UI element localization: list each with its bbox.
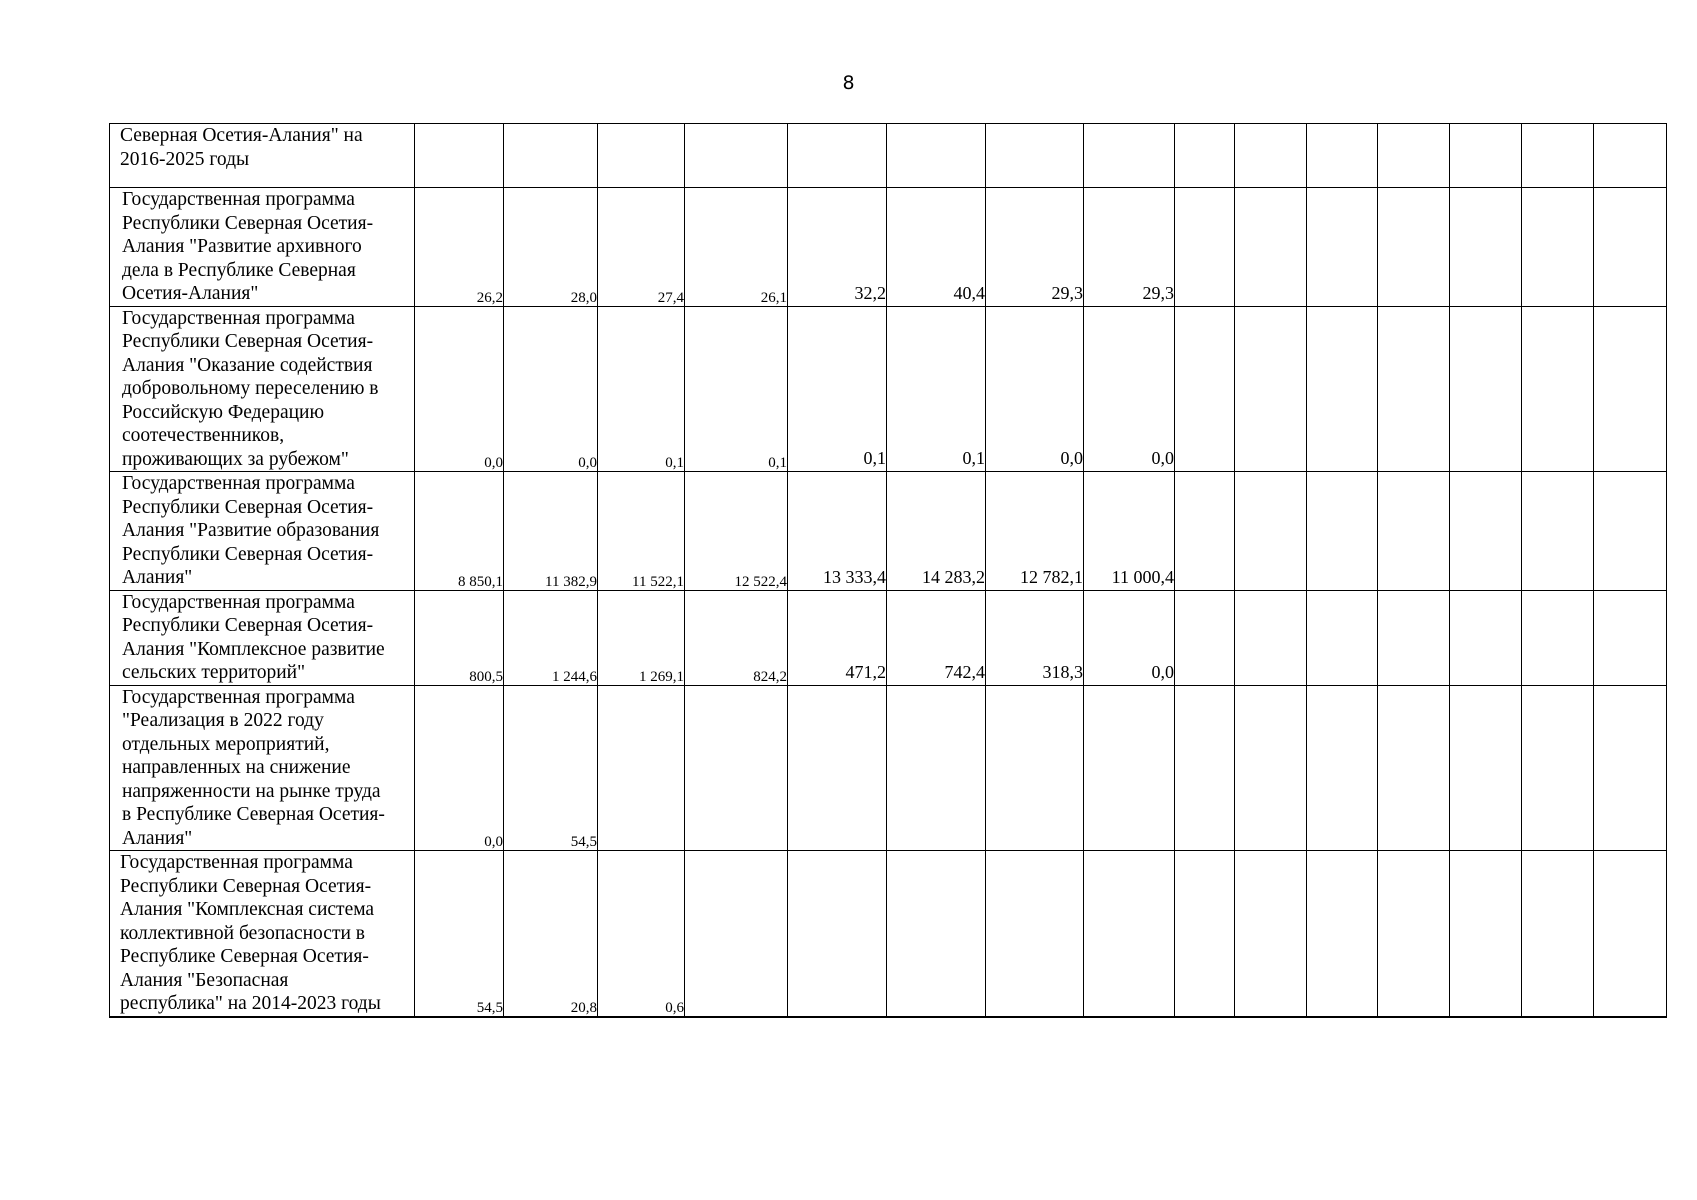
value-cell: 13 333,4 xyxy=(788,472,887,591)
value-cell: 742,4 xyxy=(887,590,986,685)
empty-cell xyxy=(1378,188,1450,307)
value-cell: 26,1 xyxy=(685,188,788,307)
program-name: Государственная программа Республики Северная Осетия- Алания "Комплексная система коллективной безопасности в Республике Северная Осетия- Алания "Безопасная республика" на 2014-2023 годы xyxy=(120,852,381,1014)
value-cell: 0,0 xyxy=(1084,590,1175,685)
value-cell: 8 850,1 xyxy=(415,472,504,591)
value-cell: 0,1 xyxy=(598,306,685,472)
value-cell xyxy=(887,851,986,1017)
empty-cell xyxy=(1594,685,1667,851)
value-cell xyxy=(1084,685,1175,851)
value-cell: 824,2 xyxy=(685,590,788,685)
value-cell: 1 244,6 xyxy=(504,590,598,685)
empty-cell xyxy=(1378,306,1450,472)
program-name-cell xyxy=(110,124,415,188)
empty-cell xyxy=(1175,124,1235,188)
value-cell xyxy=(986,685,1084,851)
value-cell: 11 522,1 xyxy=(598,472,685,591)
empty-cell xyxy=(1175,306,1235,472)
program-name: Государственная программа Республики Северная Осетия- Алания "Оказание содействия добровольному переселению в Российскую Федерацию соотечественников, проживающих за рубежом" xyxy=(122,307,379,470)
empty-cell xyxy=(1175,188,1235,307)
program-name: Северная Осетия-Алания" на 2016-2025 годы xyxy=(120,125,363,170)
value-cell xyxy=(685,124,788,188)
empty-cell xyxy=(1307,188,1378,307)
empty-cell xyxy=(1450,124,1522,188)
program-name-cell xyxy=(110,851,415,1017)
table-row xyxy=(110,124,1667,188)
empty-cell xyxy=(1307,851,1378,1017)
page-number: 8 xyxy=(842,72,855,94)
empty-cell xyxy=(1378,685,1450,851)
value-cell: 29,3 xyxy=(1084,188,1175,307)
table-row xyxy=(110,851,1667,1017)
value-cell: 54,5 xyxy=(415,851,504,1017)
empty-cell xyxy=(1235,590,1307,685)
value-cell: 54,5 xyxy=(504,685,598,851)
value-cell: 800,5 xyxy=(415,590,504,685)
empty-cell xyxy=(1594,188,1667,307)
value-cell: 11 382,9 xyxy=(504,472,598,591)
value-cell: 27,4 xyxy=(598,188,685,307)
empty-cell xyxy=(1235,188,1307,307)
program-name-cell xyxy=(110,472,415,591)
empty-cell xyxy=(1450,306,1522,472)
empty-cell xyxy=(1594,590,1667,685)
value-cell: 14 283,2 xyxy=(887,472,986,591)
empty-cell xyxy=(1175,590,1235,685)
value-cell: 0,0 xyxy=(504,306,598,472)
value-cell: 28,0 xyxy=(504,188,598,307)
empty-cell xyxy=(1594,124,1667,188)
program-name: Государственная программа Республики Северная Осетия- Алания "Развитие образования Республики Северная Осетия- Алания" xyxy=(122,473,380,588)
empty-cell xyxy=(1594,306,1667,472)
program-name: Государственная программа Республики Северная Осетия- Алания "Развитие архивного дела в Республике Северная Осетия-Алания" xyxy=(122,189,374,304)
value-cell xyxy=(986,851,1084,1017)
empty-cell xyxy=(1522,124,1594,188)
program-name-cell xyxy=(110,306,415,472)
value-cell xyxy=(415,124,504,188)
value-cell: 0,1 xyxy=(887,306,986,472)
empty-cell xyxy=(1235,472,1307,591)
table-row xyxy=(110,472,1667,591)
value-cell: 26,2 xyxy=(415,188,504,307)
value-cell xyxy=(598,124,685,188)
empty-cell xyxy=(1235,124,1307,188)
table-row xyxy=(110,306,1667,472)
empty-cell xyxy=(1307,306,1378,472)
table-row xyxy=(110,685,1667,851)
empty-cell xyxy=(1307,472,1378,591)
value-cell xyxy=(685,851,788,1017)
empty-cell xyxy=(1378,124,1450,188)
empty-cell xyxy=(1522,188,1594,307)
empty-cell xyxy=(1450,188,1522,307)
value-cell xyxy=(887,685,986,851)
empty-cell xyxy=(1522,590,1594,685)
program-name: Государственная программа Республики Северная Осетия- Алания "Комплексное развитие сельских территорий" xyxy=(122,591,385,683)
empty-cell xyxy=(1235,851,1307,1017)
empty-cell xyxy=(1307,590,1378,685)
empty-cell xyxy=(1450,590,1522,685)
value-cell xyxy=(1084,124,1175,188)
value-cell xyxy=(887,124,986,188)
value-cell xyxy=(1084,851,1175,1017)
value-cell: 0,0 xyxy=(1084,306,1175,472)
empty-cell xyxy=(1175,851,1235,1017)
empty-cell xyxy=(1307,685,1378,851)
value-cell: 40,4 xyxy=(887,188,986,307)
value-cell: 0,1 xyxy=(788,306,887,472)
program-name-cell xyxy=(110,188,415,307)
value-cell xyxy=(788,851,887,1017)
program-funding-table xyxy=(109,123,1667,1018)
empty-cell xyxy=(1235,306,1307,472)
value-cell: 471,2 xyxy=(788,590,887,685)
value-cell: 29,3 xyxy=(986,188,1084,307)
empty-cell xyxy=(1450,851,1522,1017)
empty-cell xyxy=(1235,685,1307,851)
value-cell xyxy=(788,685,887,851)
empty-cell xyxy=(1594,851,1667,1017)
table-row xyxy=(110,590,1667,685)
empty-cell xyxy=(1594,472,1667,591)
value-cell: 0,6 xyxy=(598,851,685,1017)
value-cell xyxy=(788,124,887,188)
value-cell: 32,2 xyxy=(788,188,887,307)
value-cell: 1 269,1 xyxy=(598,590,685,685)
value-cell: 12 782,1 xyxy=(986,472,1084,591)
value-cell: 0,0 xyxy=(415,685,504,851)
empty-cell xyxy=(1450,472,1522,591)
empty-cell xyxy=(1307,124,1378,188)
value-cell xyxy=(598,685,685,851)
value-cell: 318,3 xyxy=(986,590,1084,685)
table-row xyxy=(110,188,1667,307)
value-cell: 0,0 xyxy=(415,306,504,472)
value-cell: 0,1 xyxy=(685,306,788,472)
value-cell xyxy=(504,124,598,188)
program-name-cell xyxy=(110,685,415,851)
empty-cell xyxy=(1175,472,1235,591)
empty-cell xyxy=(1522,306,1594,472)
value-cell: 0,0 xyxy=(986,306,1084,472)
empty-cell xyxy=(1378,851,1450,1017)
empty-cell xyxy=(1522,685,1594,851)
value-cell: 12 522,4 xyxy=(685,472,788,591)
empty-cell xyxy=(1522,472,1594,591)
empty-cell xyxy=(1522,851,1594,1017)
program-name-cell xyxy=(110,590,415,685)
value-cell xyxy=(986,124,1084,188)
value-cell xyxy=(685,685,788,851)
program-name: Государственная программа "Реализация в 2022 году отдельных мероприятий, направленных на снижение напряженности на рынке труда в Республике Северная Осетия- Алания" xyxy=(122,686,385,849)
empty-cell xyxy=(1378,590,1450,685)
value-cell: 11 000,4 xyxy=(1084,472,1175,591)
empty-cell xyxy=(1378,472,1450,591)
empty-cell xyxy=(1450,685,1522,851)
empty-cell xyxy=(1175,685,1235,851)
value-cell: 20,8 xyxy=(504,851,598,1017)
